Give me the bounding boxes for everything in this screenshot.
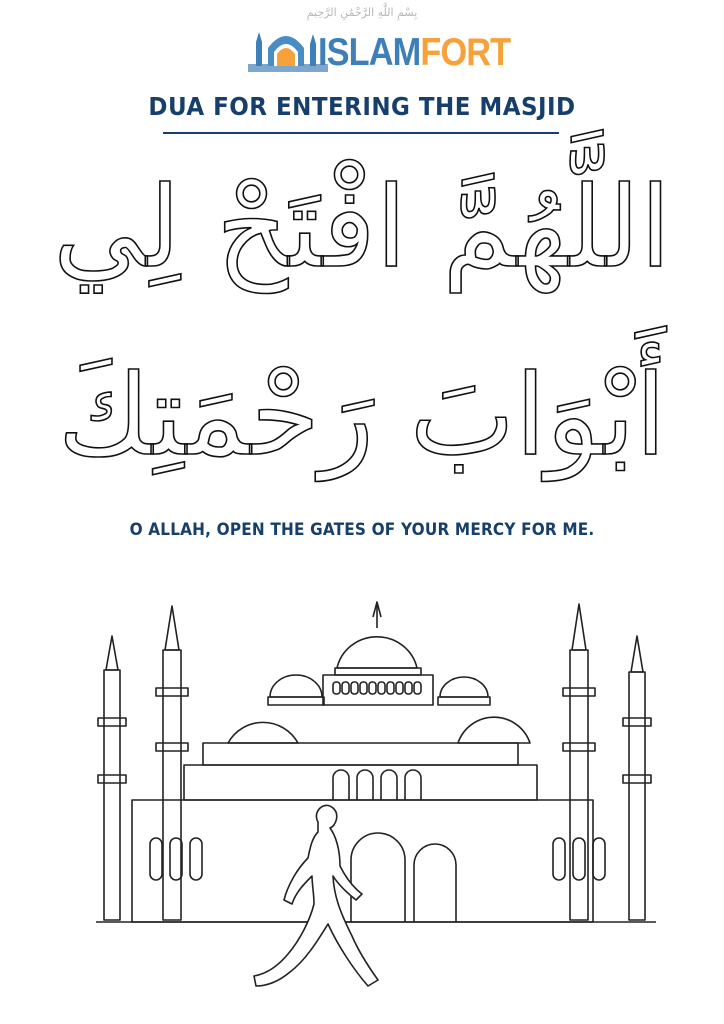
right-side-dome bbox=[458, 717, 530, 743]
minaret-far-right bbox=[623, 636, 651, 920]
logo-word-fort: FORT bbox=[420, 31, 511, 74]
drum-windows bbox=[333, 682, 421, 694]
right-small-dome bbox=[440, 677, 488, 697]
running-child-silhouette bbox=[254, 805, 378, 986]
page-title: DUA FOR ENTERING THE MASJID bbox=[148, 92, 576, 121]
left-windows bbox=[150, 838, 202, 880]
mosque-illustration bbox=[0, 590, 724, 1010]
main-door-arch bbox=[351, 833, 405, 922]
right-windows bbox=[553, 838, 605, 880]
mosque-tier-lower bbox=[184, 765, 537, 800]
side-door-arch bbox=[414, 844, 456, 922]
minaret-inner-left bbox=[156, 606, 188, 920]
dua-translation: O ALLAH, OPEN THE GATES OF YOUR MERCY FOR ME. bbox=[129, 520, 595, 540]
left-side-dome bbox=[228, 722, 298, 743]
mosque-tier-upper bbox=[203, 743, 518, 765]
title-underline bbox=[163, 132, 559, 134]
central-dome bbox=[337, 637, 417, 668]
minaret-far-left bbox=[98, 636, 126, 920]
dua-arabic-line-2: أَبْوَابَ رَحْمَتِكَ bbox=[57, 351, 667, 481]
tier-windows bbox=[333, 770, 421, 800]
minaret-inner-right bbox=[563, 604, 595, 920]
logo-word-islam: ISLAM bbox=[318, 31, 421, 74]
logo-wordmark bbox=[318, 33, 510, 73]
dua-arabic-line-1: اللَّهُمَّ افْتَحْ لِي bbox=[53, 163, 671, 293]
bismillah-text: بِسْمِ اللَّهِ الرَّحْمَٰنِ الرَّحِيمِ bbox=[306, 6, 418, 19]
left-small-dome bbox=[270, 675, 322, 697]
mosque-base-wall bbox=[132, 800, 593, 922]
mosque-dome-icon bbox=[248, 32, 328, 72]
